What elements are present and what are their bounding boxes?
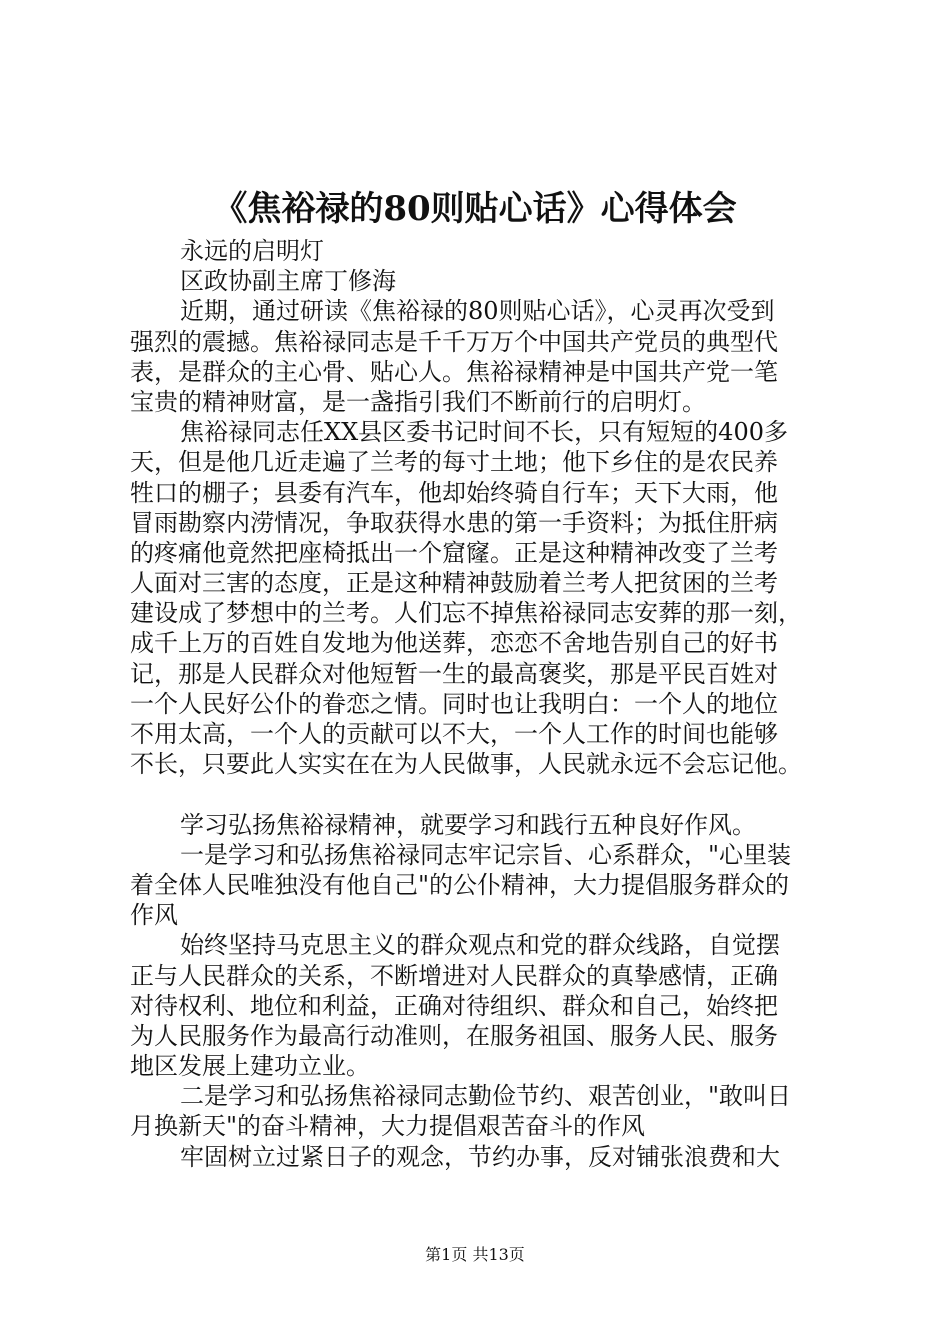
body-line: 强烈的震撼。焦裕禄同志是千千万万个中国共产党员的典型代 xyxy=(130,327,778,356)
body-line: 一个人民好公仆的眷恋之情。同时也让我明白：一个人的地位 xyxy=(130,689,778,718)
body-line: 表，是群众的主心骨、贴心人。焦裕禄精神是中国共产党一笔 xyxy=(130,357,778,386)
body-line: 焦裕禄同志任XX县区委书记时间不长，只有短短的400多 xyxy=(180,418,788,447)
body-line: 牢固树立过紧日子的观念，节约办事，反对铺张浪费和大 xyxy=(180,1142,780,1171)
body-line: 记，那是人民群众对他短暂一生的最高褒奖，那是平民百姓对 xyxy=(130,659,778,688)
body-line: 冒雨勘察内涝情况，争取获得水患的第一手资料；为抵住肝病 xyxy=(130,508,778,537)
body-line: 正与人民群众的关系，不断增进对人民群众的真挚感情，正确 xyxy=(130,961,778,990)
document-title: 《焦裕禄的80则贴心话》心得体会 xyxy=(213,189,737,229)
body-line: 地区发展上建功立业。 xyxy=(130,1052,370,1081)
body-line: 对待权利、地位和利益，正确对待组织、群众和自己，始终把 xyxy=(130,991,778,1020)
body-line: 天，但是他几近走遍了兰考的每寸土地；他下乡住的是农民养 xyxy=(130,448,778,477)
body-line: 始终坚持马克思主义的群众观点和党的群众线路，自觉摆 xyxy=(180,931,780,960)
body-line: 牲口的棚子；县委有汽车，他却始终骑自行车；天下大雨，他 xyxy=(130,478,778,507)
document-body xyxy=(130,236,830,1172)
body-line: 作风 xyxy=(130,901,178,930)
body-line: 二是学习和弘扬焦裕禄同志勤俭节约、艰苦创业，"敢叫日 xyxy=(180,1082,792,1111)
body-line: 建设成了梦想中的兰考。人们忘不掉焦裕禄同志安葬的那一刻， xyxy=(130,599,802,628)
body-line: 的疼痛他竟然把座椅抵出一个窟窿。正是这种精神改变了兰考 xyxy=(130,538,778,567)
body-line: 学习弘扬焦裕禄精神，就要学习和践行五种良好作风。 xyxy=(180,810,756,839)
body-line: 一是学习和弘扬焦裕禄同志牢记宗旨、心系群众，"心里装 xyxy=(180,840,792,869)
body-line: 永远的启明灯 xyxy=(180,237,324,265)
body-line: 区政协副主席丁修海 xyxy=(180,267,396,296)
body-line: 月换新天"的奋斗精神，大力提倡艰苦奋斗的作风 xyxy=(130,1112,646,1141)
body-line: 着全体人民唯独没有他自己"的公仆精神，大力提倡服务群众的 xyxy=(130,870,790,899)
body-line: 成千上万的百姓自发地为他送葬，恋恋不舍地告别自己的好书 xyxy=(130,629,778,658)
body-line xyxy=(130,779,830,809)
body-line: 近期，通过研读《焦裕禄的80则贴心话》，心灵再次受到 xyxy=(180,297,775,326)
body-line: 为人民服务作为最高行动准则，在服务祖国、服务人民、服务 xyxy=(130,1021,778,1050)
body-line: 宝贵的精神财富，是一盏指引我们不断前行的启明灯。 xyxy=(130,387,706,416)
page-footer: 第1页 共13页 xyxy=(425,1245,525,1264)
body-line: 不长，只要此人实实在在为人民做事，人民就永远不会忘记他。 xyxy=(130,750,802,779)
body-line: 不用太高，一个人的贡献可以不大，一个人工作的时间也能够 xyxy=(130,720,778,748)
body-line: 人面对三害的态度，正是这种精神鼓励着兰考人把贫困的兰考 xyxy=(130,569,778,598)
